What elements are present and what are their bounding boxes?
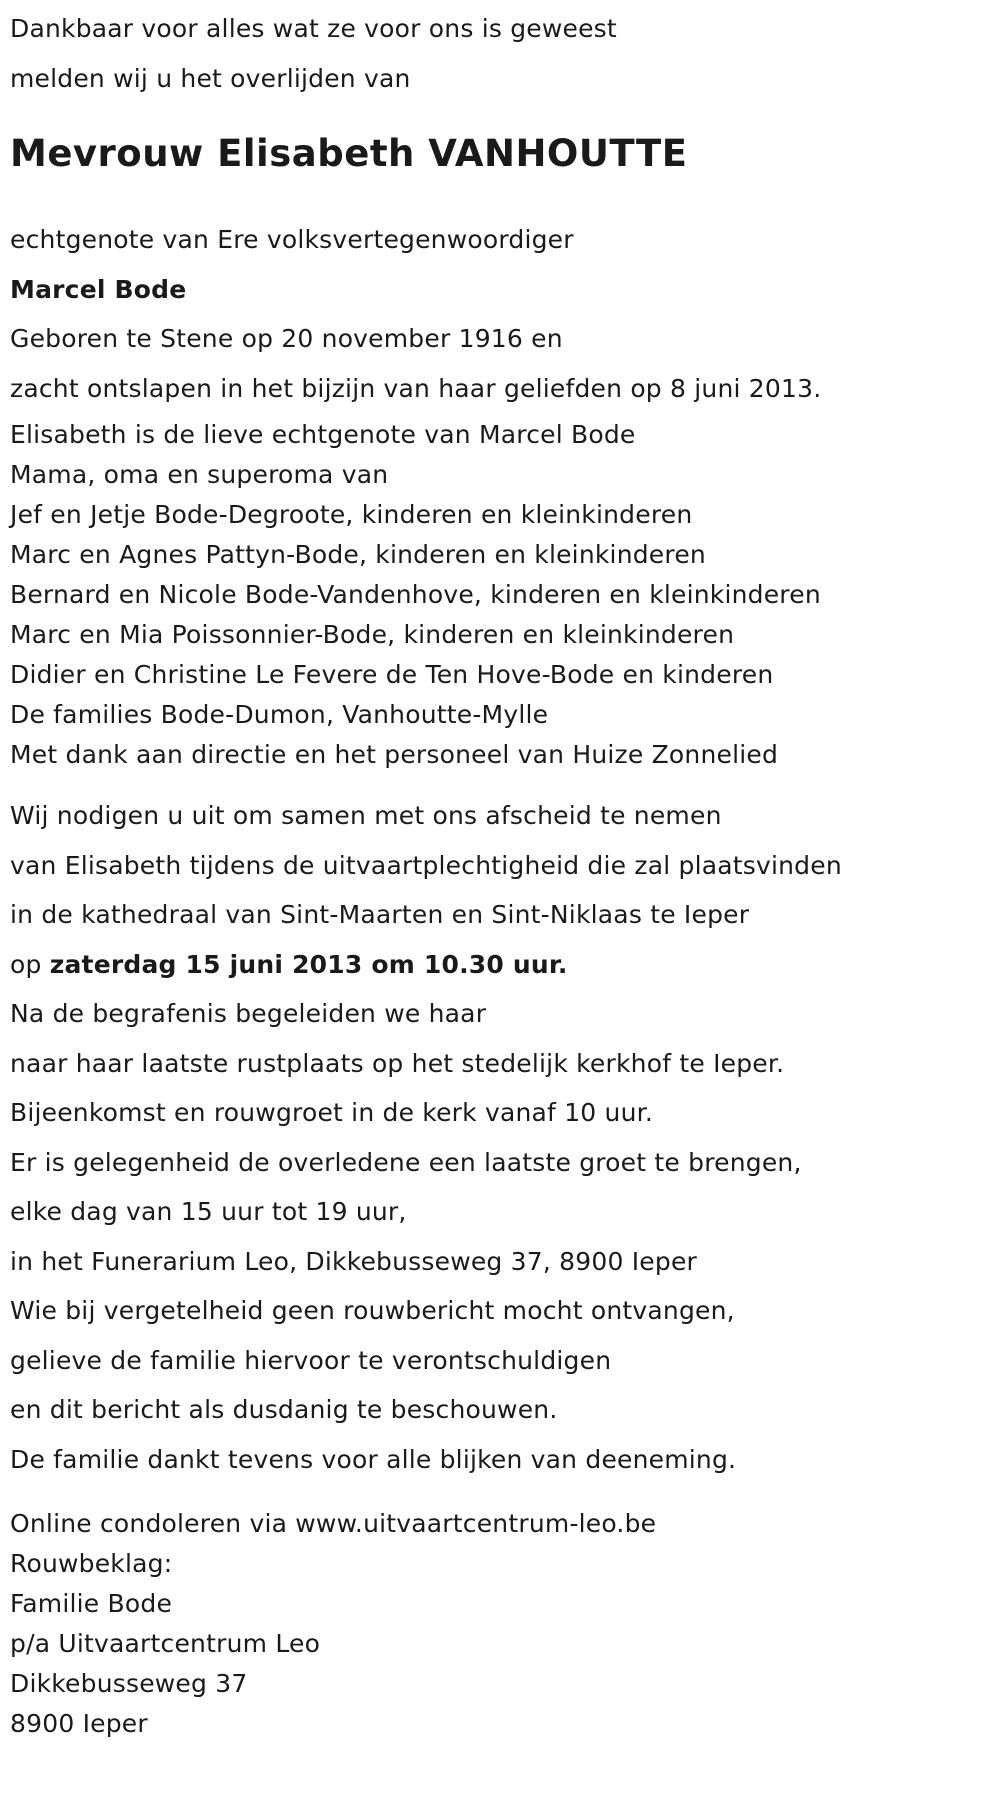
contact-line: p/a Uitvaartcentrum Leo [10, 1629, 321, 1658]
deceased-name: Mevrouw Elisabeth VANHOUTTE [10, 132, 688, 175]
invitation-line: Wie bij vergetelheid geen rouwbericht mocht ontvangen, [10, 1296, 735, 1325]
date-prefix: op [10, 949, 50, 979]
birth-line-1: Geboren te Stene op 20 november 1916 en [10, 324, 563, 353]
invitation-line: naar haar laatste rustplaats op het stedelijk kerkhof te Ieper. [10, 1048, 785, 1078]
invitation-line-2: van Elisabeth tijdens de uitvaartplechtigheid die zal plaatsvinden [10, 850, 842, 880]
invitation-line-3: in de kathedraal van Sint-Maarten en Sint-Niklaas te Ieper [10, 900, 750, 929]
family-line: Bernard en Nicole Bode-Vandenhove, kinderen en kleinkinderen [10, 580, 821, 609]
contact-section [10, 1504, 1000, 1744]
contact-line: Rouwbeklag: [10, 1549, 173, 1578]
ceremony-date-line [10, 942, 1000, 992]
invitation-line: Na de begrafenis begeleiden we haar [10, 999, 487, 1028]
family-line: Didier en Christine Le Fevere de Ten Hove-Bode en kinderen [10, 660, 774, 689]
invitation-line: elke dag van 15 uur tot 19 uur, [10, 1197, 407, 1226]
family-list [10, 415, 1000, 775]
spouse-name: Marcel Bode [10, 274, 187, 304]
family-line: Elisabeth is de lieve echtgenote van Marcel Bode [10, 420, 636, 449]
ceremony-date: zaterdag 15 juni 2013 om 10.30 uur. [49, 949, 568, 979]
invitation-line-1: Wij nodigen u uit om samen met ons afscheid te nemen [10, 801, 722, 830]
spacer [10, 1486, 1000, 1504]
invitation-line: De familie dankt tevens voor alle blijken van deeneming. [10, 1444, 737, 1474]
contact-line: 8900 Ieper [10, 1709, 148, 1738]
contact-line: Familie Bode [10, 1589, 173, 1618]
family-line: Marc en Agnes Pattyn-Bode, kinderen en kleinkinderen [10, 540, 706, 569]
invitation-line: Bijeenkomst en rouwgroet in de kerk vanaf 10 uur. [10, 1098, 653, 1127]
family-line: Jef en Jetje Bode-Degroote, kinderen en kleinkinderen [10, 500, 693, 529]
family-line: Met dank aan directie en het personeel van Huize Zonnelied [10, 740, 779, 769]
family-line: Marc en Mia Poissonnier-Bode, kinderen en kleinkinderen [10, 620, 735, 649]
birth-line-2: zacht ontslapen in het bijzijn van haar geliefden op 8 juni 2013. [10, 373, 822, 403]
intro-line-2: melden wij u het overlijden van [10, 63, 411, 93]
invitation-line: Er is gelegenheid de overledene een laatste groet te brengen, [10, 1147, 802, 1177]
family-line: Mama, oma en superoma van [10, 460, 389, 489]
invitation-line: in het Funerarium Leo, Dikkebusseweg 37, 8900 Ieper [10, 1246, 698, 1276]
invitation-section [10, 793, 1000, 1486]
intro-line-1: Dankbaar voor alles wat ze voor ons is geweest [10, 14, 617, 43]
condolence-link-line: Online condoleren via www.uitvaartcentrum-leo.be [10, 1509, 657, 1538]
spacer [10, 775, 1000, 793]
spouse-prefix: echtgenote van Ere volksvertegenwoordiger [10, 225, 574, 254]
contact-line: Dikkebusseweg 37 [10, 1669, 248, 1698]
family-line: De families Bode-Dumon, Vanhoutte-Mylle [10, 700, 549, 729]
invitation-line: gelieve de familie hiervoor te verontschuldigen [10, 1345, 612, 1375]
invitation-line: en dit bericht als dusdanig te beschouwen. [10, 1395, 558, 1424]
